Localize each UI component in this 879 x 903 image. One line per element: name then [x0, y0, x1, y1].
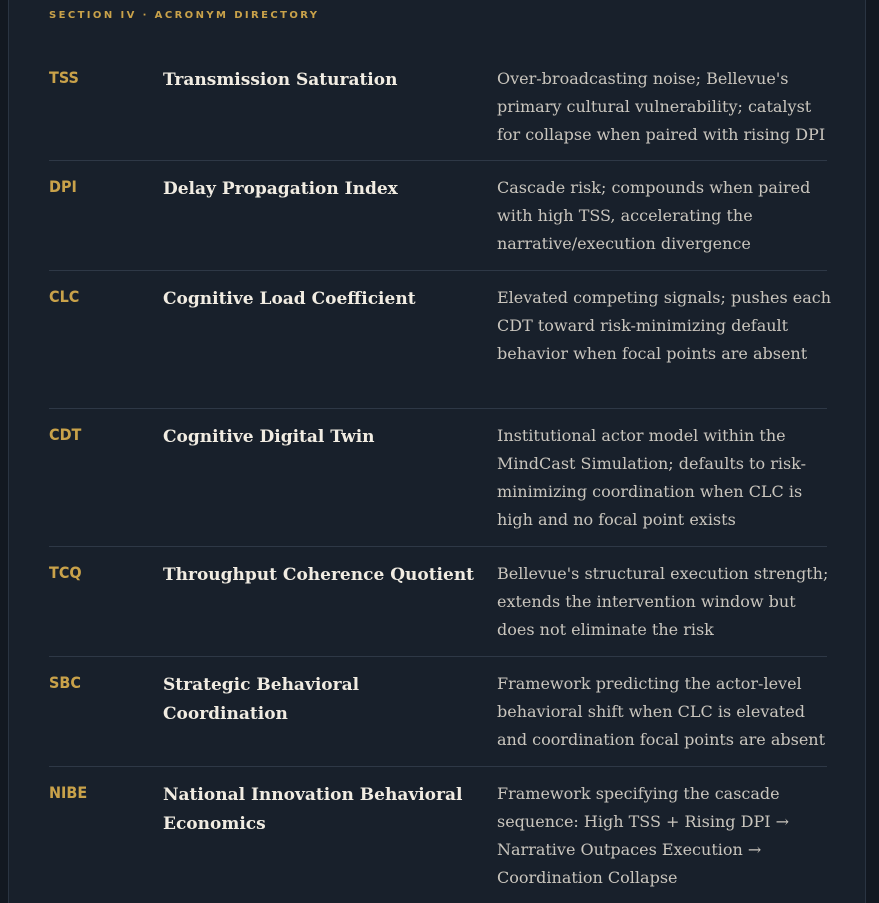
- table-row: [49, 52, 827, 161]
- term: Transmission Saturation: [163, 70, 398, 90]
- acronym: DPI: [49, 177, 77, 196]
- acronym: SBC: [49, 673, 81, 692]
- term: National Innovation Behavioral Economics: [163, 785, 463, 834]
- table-row: [49, 547, 827, 657]
- acronym-directory-panel: [8, 0, 866, 903]
- section-label: SECTION IV · ACRONYM DIRECTORY: [49, 10, 320, 21]
- table-row: [49, 767, 827, 903]
- term: Strategic Behavioral Coordination: [163, 675, 360, 724]
- description: Institutional actor model within the MindCast Simulation; defaults to risk-minimizing coordination when CLC is high and no focal point exists: [497, 426, 806, 529]
- table-row: [49, 657, 827, 767]
- description: Bellevue's structural execution strength; extends the intervention window but does not eliminate the risk: [497, 564, 829, 639]
- term: Delay Propagation Index: [163, 179, 398, 199]
- table-row: [49, 409, 827, 547]
- acronym: TSS: [49, 68, 79, 87]
- term: Cognitive Load Coefficient: [163, 289, 416, 309]
- description: Over-broadcasting noise; Bellevue's primary cultural vulnerability; catalyst for collapse when paired with rising DPI: [497, 69, 826, 144]
- acronym: CDT: [49, 425, 82, 444]
- acronym-table: [49, 52, 832, 903]
- term: Cognitive Digital Twin: [163, 427, 375, 447]
- term: Throughput Coherence Quotient: [163, 565, 475, 585]
- acronym: NIBE: [49, 783, 88, 802]
- acronym: TCQ: [49, 563, 82, 582]
- table-row: [49, 271, 832, 409]
- table-row: [49, 161, 827, 271]
- description: Elevated competing signals; pushes each CDT toward risk-minimizing default behavior when focal points are absent: [497, 288, 832, 363]
- description: Framework specifying the cascade sequence: High TSS + Rising DPI → Narrative Outpaces Execution → Coordination Collapse: [497, 784, 790, 887]
- acronym: CLC: [49, 287, 80, 306]
- description: Framework predicting the actor-level behavioral shift when CLC is elevated and coordination focal points are absent: [497, 674, 826, 749]
- description: Cascade risk; compounds when paired with high TSS, accelerating the narrative/execution divergence: [497, 178, 811, 253]
